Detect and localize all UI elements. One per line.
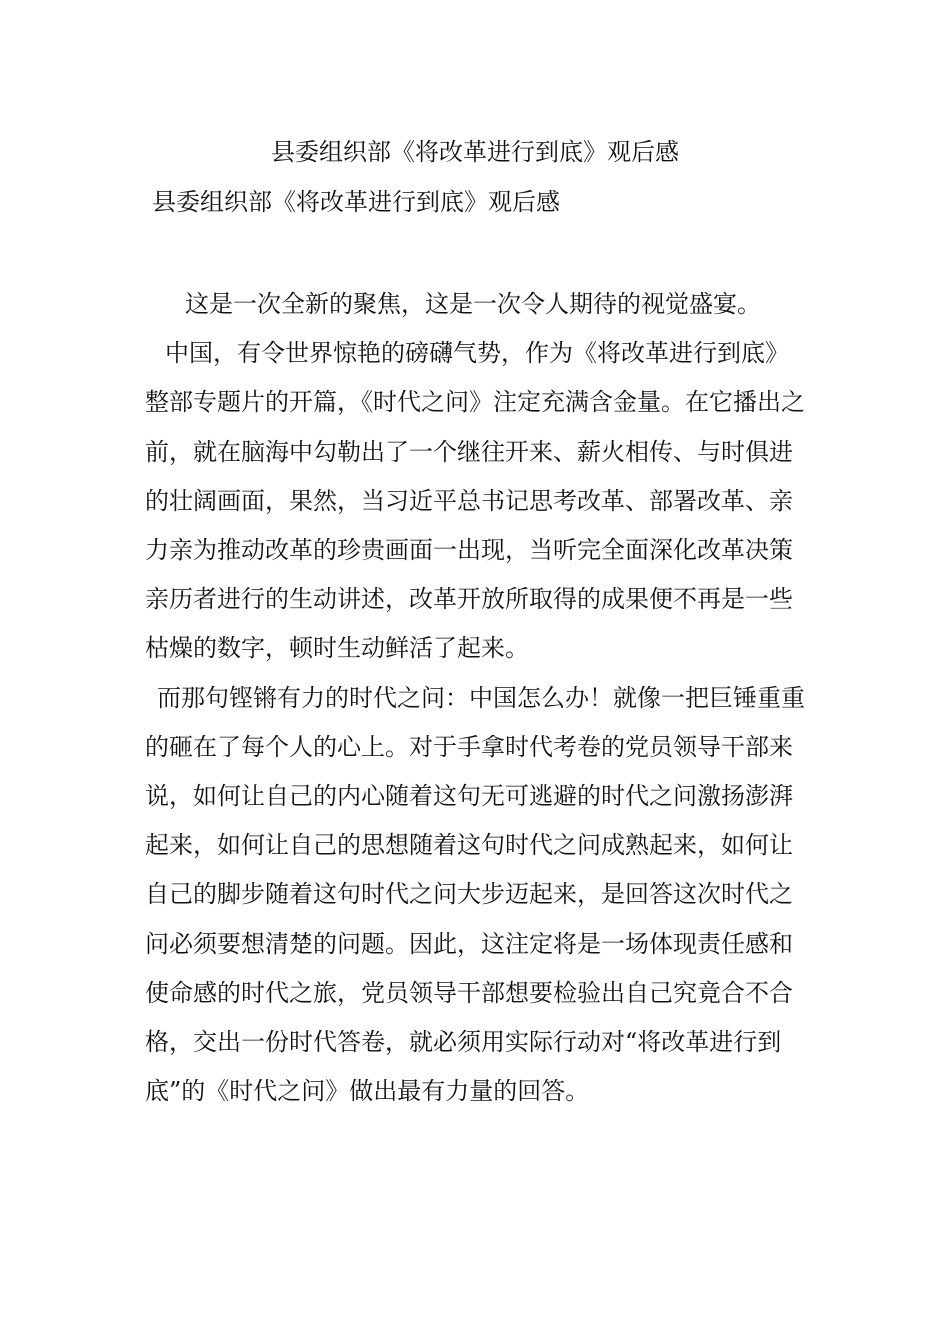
paragraph: 这是一次全新的聚焦，这是一次令人期待的视觉盛宴。 xyxy=(185,290,761,318)
document-body xyxy=(145,280,810,1116)
document-subtitle: 县委组织部《将改革进行到底》观后感 xyxy=(152,188,560,216)
document-title: 县委组织部《将改革进行到底》观后感 xyxy=(271,138,679,166)
paragraph: 中国，有令世界惊艳的磅礴气势，作为《将改革进行到底》整部专题片的开篇，《时代之问》注定充满含金量。在它播出之前，就在脑海中勾勒出了一个继往开来、薪火相传、与时俱进的壮阔画面，果然，当习近平总书记思考改革、部署改革、亲力亲为推动改革的珍贵画面一出现，当听完全面深化改革决策亲历者进行的生动讲述，改革开放所取得的成果便不再是一些枯燥的数字，顿时生动鲜活了起来。 xyxy=(145,339,805,663)
paragraph: 而那句铿锵有力的时代之问：中国怎么办！就像一把巨锤重重的砸在了每个人的心上。对于手拿时代考卷的党员领导干部来说，如何让自己的内心随着这句无可逃避的时代之问激扬澎湃起来，如何让自己的思想随着这句时代之问成熟起来，如何让自己的脚步随着这句时代之问大步迈起来，是回答这次时代之问必须要想清楚的问题。因此，这注定将是一场体现责任感和使命感的时代之旅，党员领导干部想要检验出自己究竟合不合格，交出一份时代答卷，就必须用实际行动对“将改革进行到底”的《时代之问》做出最有力量的回答。 xyxy=(145,683,805,1106)
